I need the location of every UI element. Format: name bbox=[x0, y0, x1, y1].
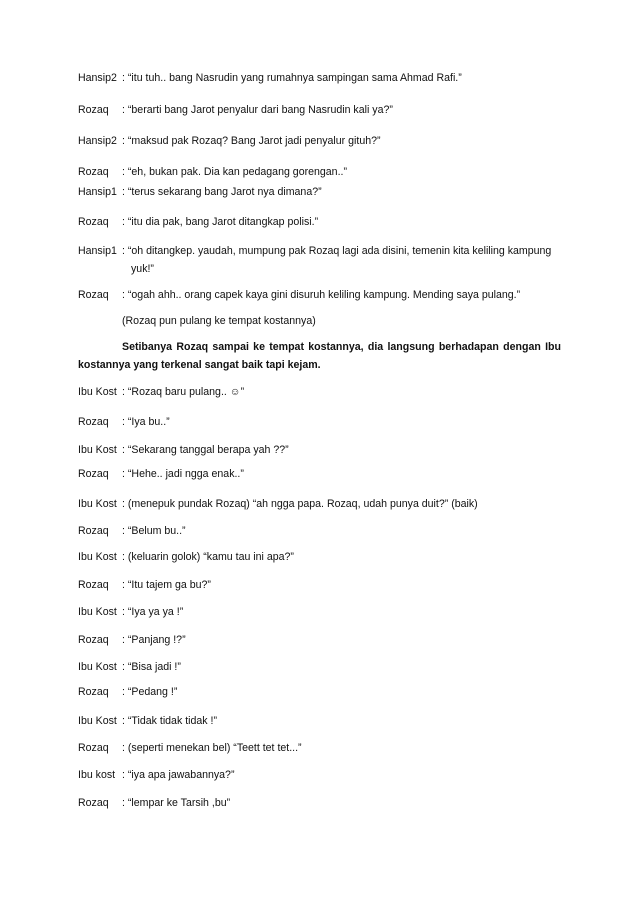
dialogue-text: : “Belum bu..” bbox=[122, 525, 186, 537]
dialogue-text: : “lempar ke Tarsih ,bu” bbox=[122, 797, 231, 809]
dialogue-line bbox=[78, 685, 177, 699]
dialogue-text: : “terus sekarang bang Jarot nya dimana?” bbox=[122, 186, 322, 198]
dialogue-line bbox=[78, 768, 234, 782]
dialogue-text: : (menepuk pundak Rozaq) “ah ngga papa. Rozaq, udah punya duit?” (baik) bbox=[122, 498, 478, 510]
dialogue-line bbox=[78, 796, 230, 810]
dialogue-line bbox=[78, 244, 551, 258]
dialogue-line bbox=[78, 288, 520, 302]
speaker-name: Rozaq bbox=[78, 104, 109, 116]
dialogue-text: : “ogah ahh.. orang capek kaya gini disuruh keliling kampung. Mending saya pulang.” bbox=[122, 289, 521, 301]
dialogue-line bbox=[78, 385, 244, 399]
speaker-name: Hansip1 bbox=[78, 245, 117, 257]
speaker-name: Rozaq bbox=[78, 634, 109, 646]
dialogue-line bbox=[78, 605, 183, 619]
dialogue-text: : “Sekarang tanggal berapa yah ??” bbox=[122, 444, 289, 456]
speaker-name: Ibu Kost bbox=[78, 661, 117, 673]
dialogue-text: : “Rozaq baru pulang.. ☺” bbox=[122, 386, 245, 398]
dialogue-text: : “Hehe.. jadi ngga enak..” bbox=[122, 468, 244, 480]
speaker-name: Rozaq bbox=[78, 797, 109, 809]
dialogue-text: : “Bisa jadi !” bbox=[122, 661, 181, 673]
dialogue-text: : “berarti bang Jarot penyalur dari bang Nasrudin kali ya?” bbox=[122, 104, 393, 116]
dialogue-text: : “eh, bukan pak. Dia kan pedagang gorengan..” bbox=[122, 166, 347, 178]
dialogue-text: : “Panjang !?” bbox=[122, 634, 186, 646]
dialogue-line bbox=[78, 660, 181, 674]
speaker-name: Rozaq bbox=[78, 416, 109, 428]
speaker-name: Hansip2 bbox=[78, 72, 117, 84]
speaker-name: Rozaq bbox=[78, 289, 109, 301]
dialogue-continuation: yuk!” bbox=[131, 263, 154, 275]
dialogue-text: : “Pedang !” bbox=[122, 686, 178, 698]
dialogue-line bbox=[78, 524, 186, 538]
dialogue-line bbox=[78, 215, 318, 229]
dialogue-text: : “maksud pak Rozaq? Bang Jarot jadi penyalur gituh?” bbox=[122, 135, 381, 147]
dialogue-text: : “itu dia pak, bang Jarot ditangkap polisi.” bbox=[122, 216, 319, 228]
stage-direction: (Rozaq pun pulang ke tempat kostannya) bbox=[122, 315, 316, 327]
dialogue-line bbox=[78, 578, 211, 592]
dialogue-line bbox=[78, 415, 170, 429]
dialogue-line bbox=[78, 633, 186, 647]
dialogue-text: : “Itu tajem ga bu?” bbox=[122, 579, 211, 591]
dialogue-text: : (keluarin golok) “kamu tau ini apa?” bbox=[122, 551, 294, 563]
dialogue-line bbox=[78, 550, 294, 564]
dialogue-text: : “Iya ya ya !” bbox=[122, 606, 184, 618]
speaker-name: Ibu Kost bbox=[78, 498, 117, 510]
speaker-name: Ibu Kost bbox=[78, 444, 117, 456]
dialogue-line bbox=[78, 134, 381, 148]
speaker-name: Hansip1 bbox=[78, 186, 117, 198]
speaker-name: Rozaq bbox=[78, 742, 109, 754]
dialogue-line bbox=[78, 71, 462, 85]
dialogue-line bbox=[78, 103, 393, 117]
speaker-name: Rozaq bbox=[78, 166, 109, 178]
dialogue-line bbox=[78, 165, 347, 179]
dialogue-text: : “itu tuh.. bang Nasrudin yang rumahnya sampingan sama Ahmad Rafi.” bbox=[122, 72, 462, 84]
speaker-name: Ibu Kost bbox=[78, 715, 117, 727]
speaker-name: Rozaq bbox=[78, 686, 109, 698]
dialogue-text: : “Iya bu..” bbox=[122, 416, 170, 428]
speaker-name: Hansip2 bbox=[78, 135, 117, 147]
speaker-name: Ibu Kost bbox=[78, 606, 117, 618]
speaker-name: Ibu Kost bbox=[78, 551, 117, 563]
speaker-name: Rozaq bbox=[78, 525, 109, 537]
dialogue-line bbox=[78, 467, 244, 481]
dialogue-text: : (seperti menekan bel) “Teett tet tet...” bbox=[122, 742, 302, 754]
speaker-name: Ibu kost bbox=[78, 769, 116, 781]
dialogue-text: : “oh ditangkep. yaudah, mumpung pak Rozaq lagi ada disini, temenin kita keliling kampung bbox=[122, 245, 552, 257]
narration-line-1: Setibanya Rozaq sampai ke tempat kostannya, dia langsung berhadapan dengan Ibu bbox=[122, 341, 561, 353]
dialogue-line bbox=[78, 185, 322, 199]
narration-line-2: kostannya yang terkenal sangat baik tapi kejam. bbox=[78, 359, 321, 371]
speaker-name: Rozaq bbox=[78, 468, 109, 480]
dialogue-line bbox=[78, 714, 217, 728]
dialogue-line bbox=[78, 497, 478, 511]
dialogue-line bbox=[78, 443, 289, 457]
dialogue-line bbox=[78, 741, 302, 755]
dialogue-text: : “iya apa jawabannya?” bbox=[122, 769, 235, 781]
speaker-name: Ibu Kost bbox=[78, 386, 117, 398]
speaker-name: Rozaq bbox=[78, 216, 109, 228]
dialogue-text: : “Tidak tidak tidak !” bbox=[122, 715, 217, 727]
speaker-name: Rozaq bbox=[78, 579, 109, 591]
